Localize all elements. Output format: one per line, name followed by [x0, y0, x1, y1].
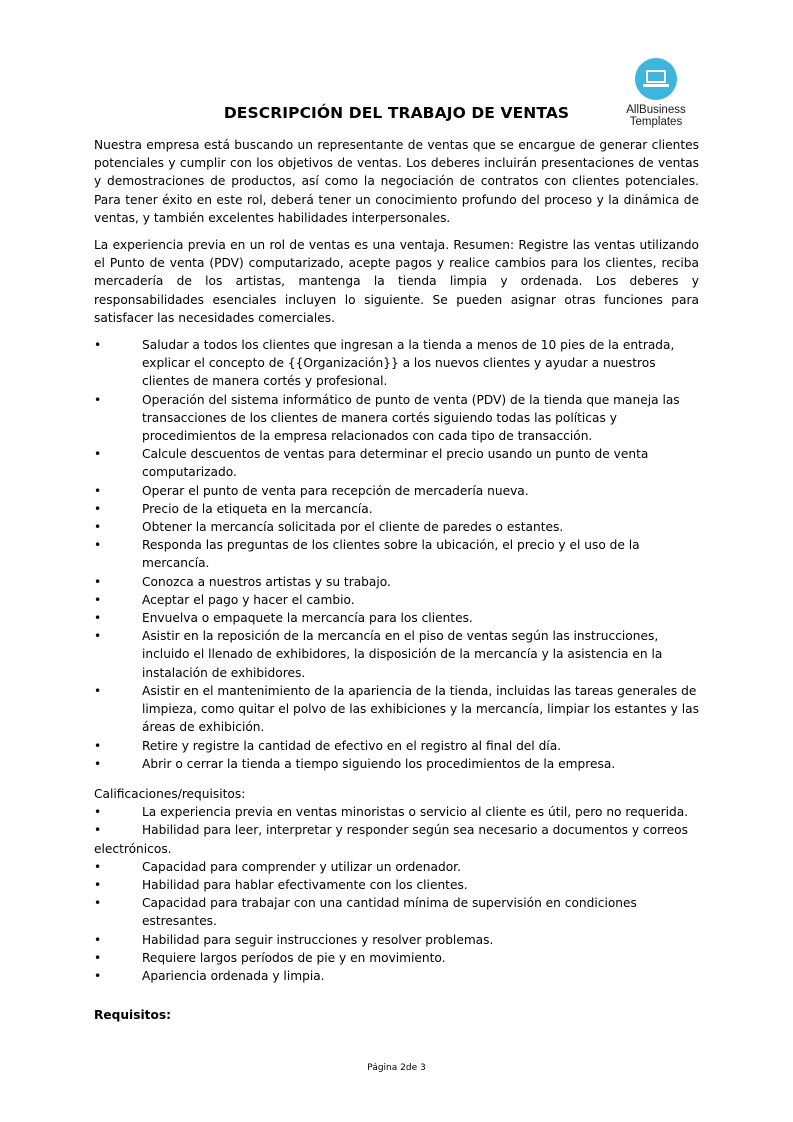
list-item	[94, 682, 699, 737]
requirements-heading: Requisitos:	[94, 1008, 171, 1022]
bullet: •	[94, 483, 102, 498]
list-item	[94, 518, 699, 536]
qualification-text: Habilidad para hablar efectivamente con los clientes.	[142, 877, 468, 892]
qualification-item	[94, 803, 699, 821]
list-item-text: Asistir en el mantenimiento de la apariencia de la tienda, incluidas las tareas generales de limpieza, como quitar el polvo de las exhibiciones y la mercancía, limpiar los estantes y las áreas de exhibición.	[142, 683, 699, 735]
list-item-text: Responda las preguntas de los clientes sobre la ubicación, el precio y el uso de la mercancía.	[142, 538, 640, 571]
page-number: Página 2de 3	[367, 1063, 426, 1073]
qualification-text: La experiencia previa en ventas minoristas o servicio al cliente es útil, pero no requerida.	[142, 805, 689, 820]
bullet: •	[94, 538, 102, 553]
qualification-item	[94, 821, 699, 839]
list-item	[94, 627, 699, 682]
bullet: •	[94, 574, 102, 589]
list-item-text: Abrir o cerrar la tienda a tiempo siguiendo los procedimientos de la empresa.	[142, 756, 616, 771]
list-item-text: Precio de la etiqueta en la mercancía.	[142, 501, 373, 516]
bullet: •	[94, 629, 102, 644]
bullet: •	[94, 611, 102, 626]
bullet: •	[94, 950, 102, 965]
summary-paragraph: La experiencia previa en un rol de ventas es una ventaja. Resumen: Registre las ventas utilizando el Punto de venta (PDV) computarizado, acepte pagos y realice cambios para los clientes, reciba mercadería de los artistas, mantenga la tienda limpia y ordenada. Los deberes y responsabilidades esenciales incluyen lo siguiente. Se pueden asignar otras funciones para satisfacer las necesidades comerciales.	[94, 238, 699, 325]
bullet: •	[94, 338, 102, 353]
list-item-text: Saludar a todos los clientes que ingresan a la tienda a menos de 10 pies de la entrada, explicar el concepto de {{Organización}} a los nuevos clientes y ayudar a nuestros clientes de manera cortés y profesional.	[142, 338, 675, 389]
duties-list	[94, 336, 699, 773]
bullet: •	[94, 447, 102, 462]
qualification-text: Apariencia ordenada y limpia.	[142, 968, 325, 983]
bullet: •	[94, 592, 102, 607]
list-item-text: Conozca a nuestros artistas y su trabajo.	[142, 574, 391, 589]
qualifications-heading: Calificaciones/requisitos:	[94, 786, 246, 801]
list-item	[94, 591, 699, 609]
qualification-text: Capacidad para trabajar con una cantidad mínima de supervisión en condiciones estresantes.	[142, 896, 637, 929]
qualification-item	[94, 931, 699, 949]
bullet: •	[94, 932, 102, 947]
bullet: •	[94, 859, 102, 874]
bullet: •	[94, 877, 102, 892]
intro-paragraph: Nuestra empresa está buscando un representante de ventas que se encargue de generar clientes potenciales y cumplir con los objetivos de ventas. Los deberes incluirán presentaciones de ventas y demostraciones de productos, así como la negociación de contratos con clientes potenciales. Para tener éxito en este rol, deberá tener un conocimiento profundo del proceso y la dinámica de ventas, y también excelentes habilidades interpersonales.	[94, 138, 699, 225]
list-item-text: Asistir en la reposición de la mercancía en el piso de ventas según las instrucciones, incluido el llenado de exhibidores, la disposición de la mercancía y la asistencia en la instalación de exhibidores.	[142, 629, 663, 680]
list-item	[94, 755, 699, 773]
spacer	[94, 773, 699, 785]
logo-line-2: Templates	[629, 116, 683, 128]
bullet: •	[94, 756, 102, 771]
bullet: •	[94, 392, 102, 407]
list-item-text: Envuelva o empaquete la mercancía para los clientes.	[142, 611, 473, 626]
bullet: •	[94, 520, 102, 535]
document-body	[94, 136, 699, 985]
qualification-item	[94, 967, 699, 985]
list-item	[94, 536, 699, 572]
qualification-text: Habilidad para leer, interpretar y responder según sea necesario a documentos y correos	[142, 823, 688, 838]
list-item	[94, 609, 699, 627]
list-item	[94, 391, 699, 446]
qualification-continuation: electrónicos.	[94, 841, 172, 856]
bullet: •	[94, 968, 102, 983]
list-item-text: Retire y registre la cantidad de efectivo en el registro al final del día.	[142, 738, 562, 753]
logo-line-1: AllBusiness	[626, 104, 686, 116]
list-item-text: Operación del sistema informático de punto de venta (PDV) de la tienda que maneja las transacciones de los clientes de manera cortés siguiendo todas las políticas y procedimientos de la empresa relacionados con cada tipo de transacción.	[142, 392, 680, 444]
list-item	[94, 336, 699, 391]
list-item-text: Operar el punto de venta para recepción de mercadería nueva.	[142, 483, 529, 498]
bullet: •	[94, 501, 102, 516]
list-item	[94, 573, 699, 591]
bullet: •	[94, 896, 102, 911]
qualification-item	[94, 894, 699, 930]
list-item	[94, 500, 699, 518]
qualification-item	[94, 876, 699, 894]
qualification-text: Capacidad para comprender y utilizar un ordenador.	[142, 859, 461, 874]
list-item	[94, 482, 699, 500]
bullet: •	[94, 823, 102, 838]
page-title: DESCRIPCIÓN DEL TRABAJO DE VENTAS	[223, 104, 570, 122]
qualification-text: Habilidad para seguir instrucciones y resolver problemas.	[142, 932, 494, 947]
qualification-item	[94, 949, 699, 967]
list-item-text: Obtener la mercancía solicitada por el cliente de paredes o estantes.	[142, 520, 564, 535]
bullet: •	[94, 805, 102, 820]
list-item	[94, 445, 699, 481]
list-item	[94, 737, 699, 755]
qualification-text: Requiere largos períodos de pie y en movimiento.	[142, 950, 446, 965]
bullet: •	[94, 683, 102, 698]
laptop-icon	[635, 58, 677, 100]
list-item-text: Aceptar el pago y hacer el cambio.	[142, 592, 355, 607]
bullet: •	[94, 738, 102, 753]
qualification-item	[94, 858, 699, 876]
list-item-text: Calcule descuentos de ventas para determinar el precio usando un punto de venta computarizado.	[142, 447, 649, 480]
